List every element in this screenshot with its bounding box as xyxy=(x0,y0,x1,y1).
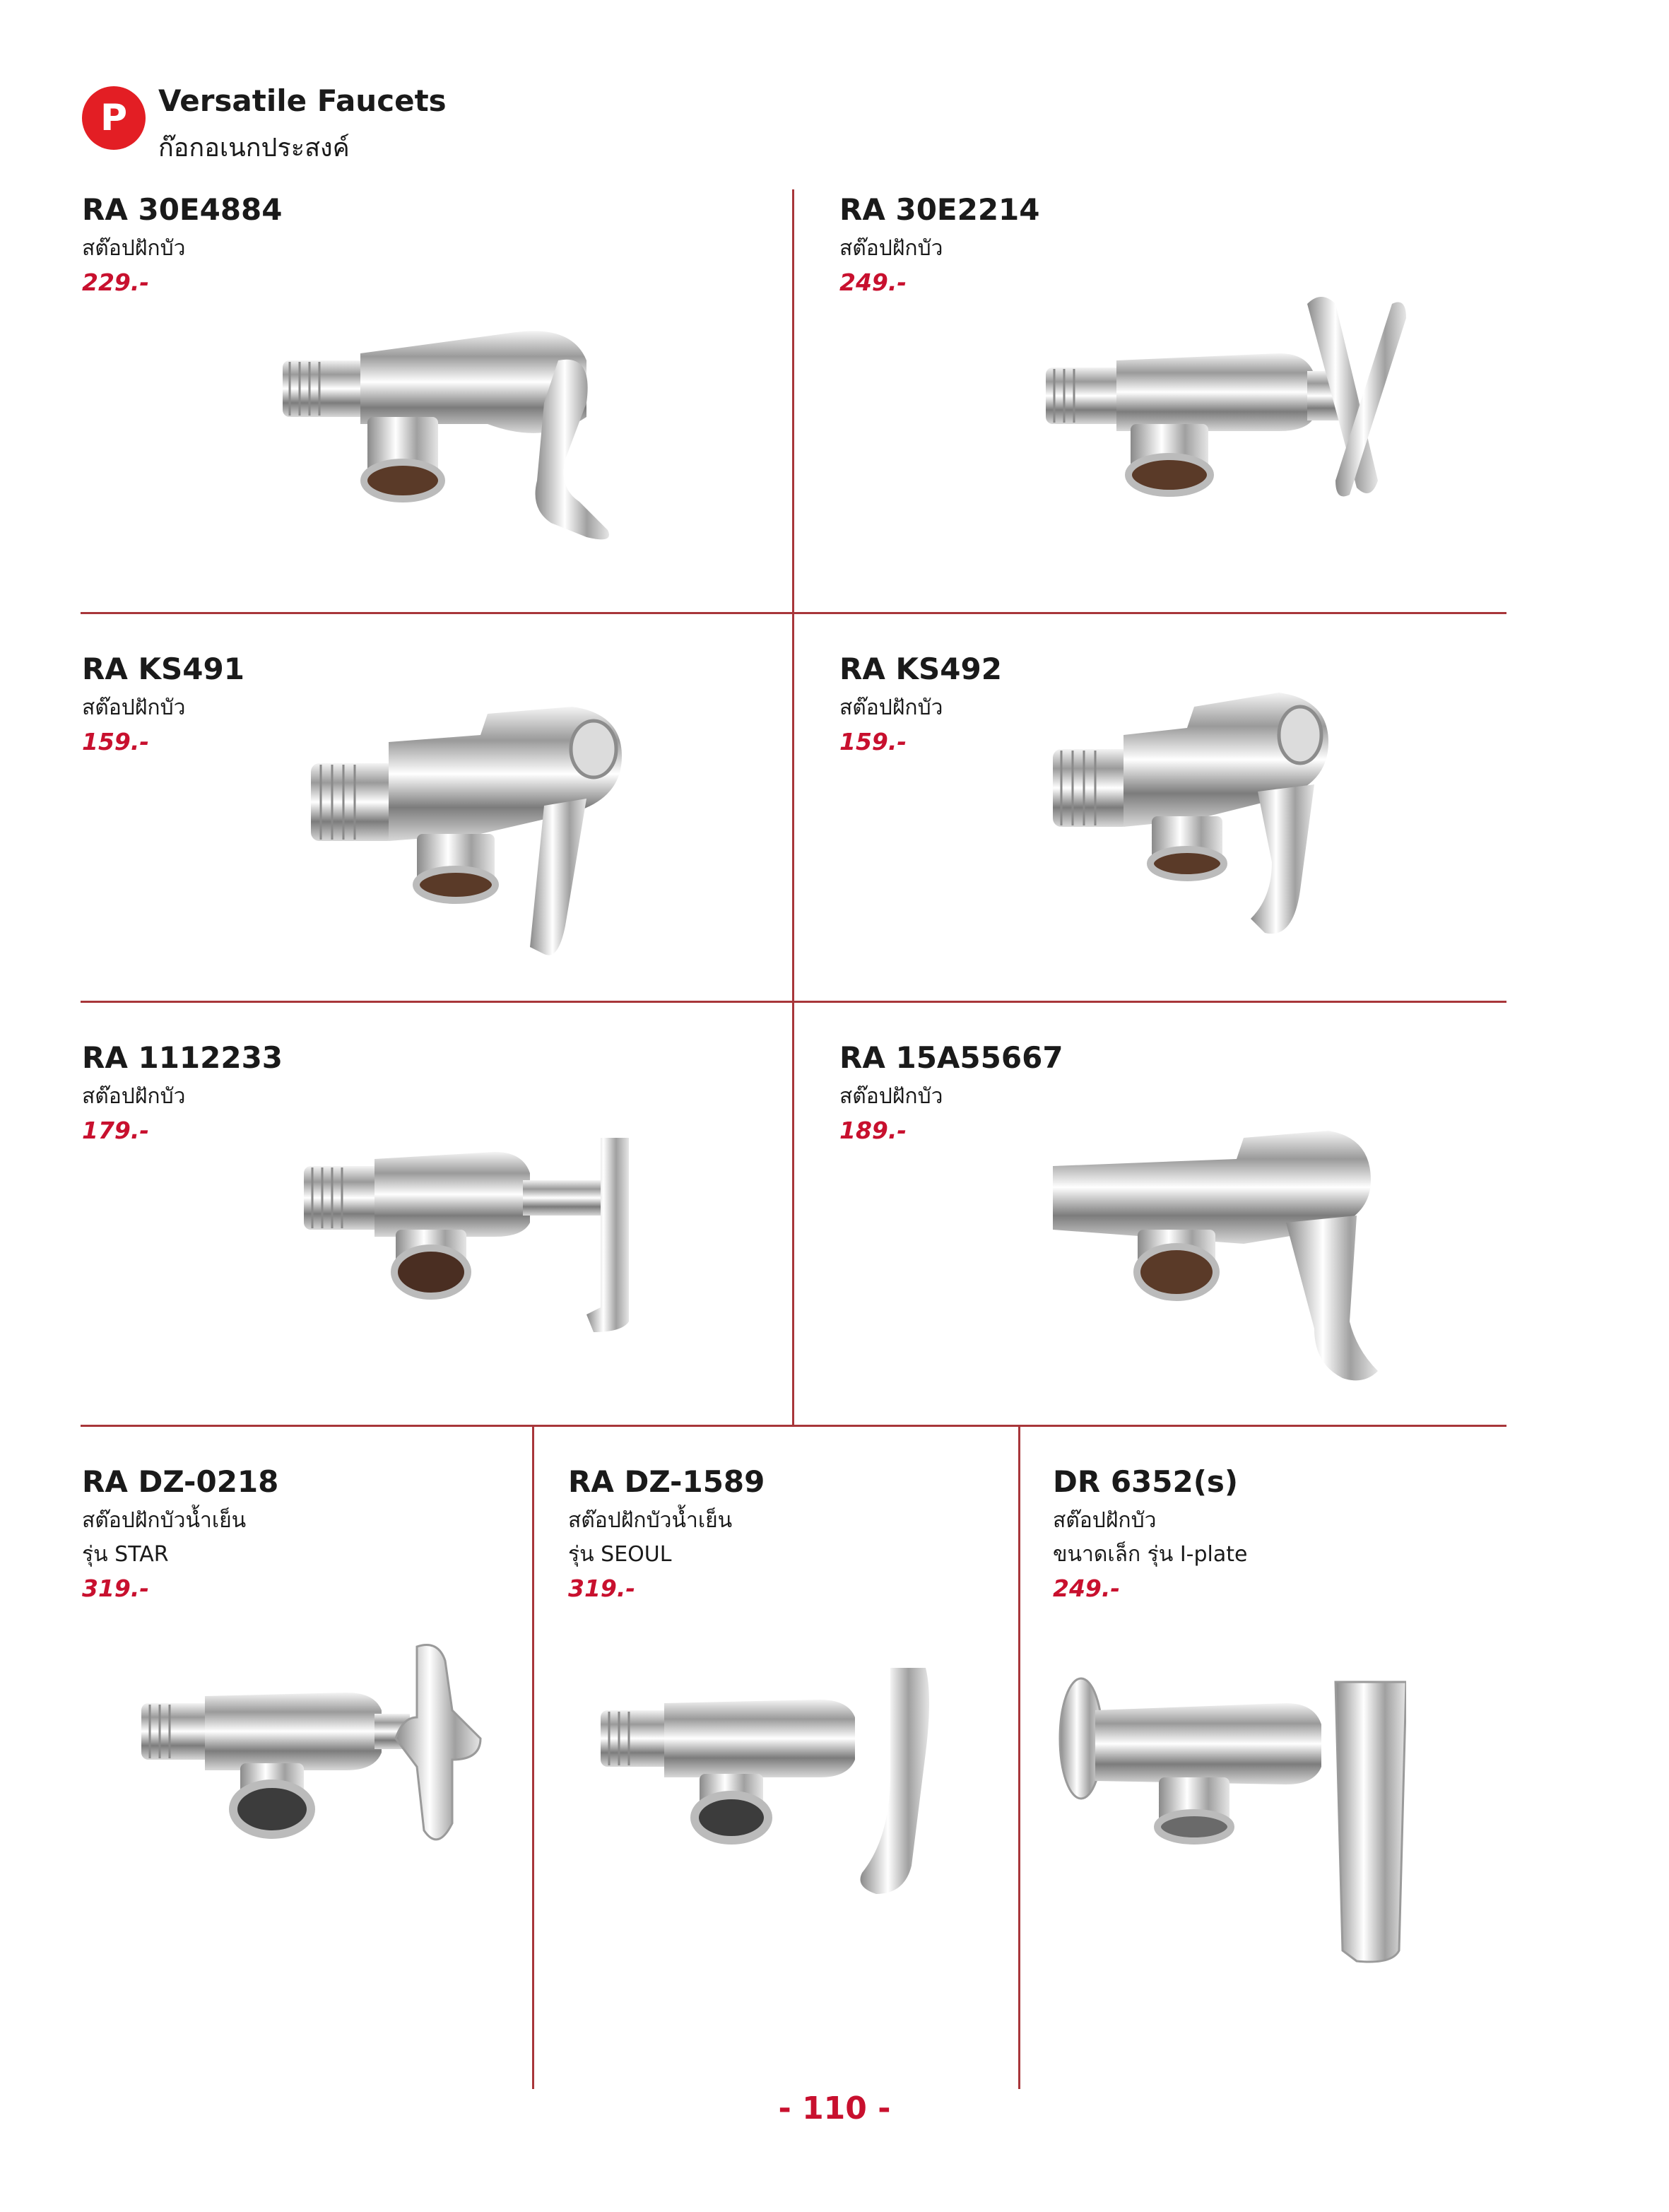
product-price: 249.- xyxy=(1053,1575,1121,1602)
page-number: - 110 - xyxy=(778,2090,891,2126)
stop-valve-t-handle-icon xyxy=(297,1131,664,1336)
product-price: 249.- xyxy=(839,269,907,296)
divider-horizontal-1 xyxy=(81,612,1506,614)
stop-valve-plate-icon xyxy=(1053,1668,1406,1965)
product-card xyxy=(82,1464,278,1606)
product-card xyxy=(82,652,244,759)
product-variant: รุ่น STAR xyxy=(82,1542,169,1567)
product-description: สต๊อปฝักบัว xyxy=(82,695,186,720)
section-title: Versatile Faucets xyxy=(158,83,447,118)
stop-valve-star-icon xyxy=(134,1640,488,1887)
product-price: 179.- xyxy=(82,1117,150,1144)
product-description: สต๊อปฝักบัว xyxy=(839,236,943,261)
divider-vertical-bottom-left xyxy=(532,1425,534,2089)
product-variant: ขนาดเล็ก รุ่น I-plate xyxy=(1053,1542,1248,1567)
product-description: สต๊อปฝักบัว xyxy=(82,236,186,261)
stop-valve-lever-icon xyxy=(304,700,643,968)
stop-valve-lever-icon xyxy=(594,1668,947,1908)
product-card xyxy=(839,652,1002,759)
product-price: 319.- xyxy=(568,1575,636,1602)
stop-valve-lever-icon xyxy=(276,311,643,580)
product-model: RA KS491 xyxy=(82,652,244,686)
product-price: 189.- xyxy=(839,1117,907,1144)
product-description: สต๊อปฝักบัว xyxy=(839,695,943,720)
divider-horizontal-2 xyxy=(81,1001,1506,1003)
product-model: RA 1112233 xyxy=(82,1040,283,1075)
product-card xyxy=(82,1040,283,1148)
product-description: สต๊อปฝักบัว xyxy=(1053,1508,1157,1533)
product-model: RA 30E2214 xyxy=(839,192,1040,227)
product-card xyxy=(568,1464,765,1606)
section-badge: P xyxy=(82,86,146,150)
product-description: สต๊อปฝักบัวน้ำเย็น xyxy=(568,1508,733,1533)
section-subtitle: ก๊อกอเนกประสงค์ xyxy=(158,134,350,163)
product-card xyxy=(1053,1464,1248,1606)
product-description: สต๊อปฝักบัวน้ำเย็น xyxy=(82,1508,247,1533)
product-price: 159.- xyxy=(839,728,907,755)
product-model: RA 30E4884 xyxy=(82,192,283,227)
product-card xyxy=(839,192,1040,300)
product-model: DR 6352(s) xyxy=(1053,1464,1239,1499)
product-variant: รุ่น SEOUL xyxy=(568,1542,672,1567)
stop-valve-lever-icon xyxy=(1046,1124,1399,1385)
product-model: RA KS492 xyxy=(839,652,1002,686)
product-price: 319.- xyxy=(82,1575,150,1602)
divider-vertical-bottom-right xyxy=(1018,1425,1020,2089)
divider-horizontal-3 xyxy=(81,1425,1506,1427)
product-model: RA DZ-0218 xyxy=(82,1464,279,1499)
divider-vertical-top xyxy=(792,189,794,1425)
product-price: 229.- xyxy=(82,269,150,296)
product-card xyxy=(839,1040,1063,1148)
product-model: RA DZ-1589 xyxy=(568,1464,765,1499)
stop-valve-lever-icon xyxy=(1046,678,1343,947)
product-description: สต๊อปฝักบัว xyxy=(82,1084,186,1109)
stop-valve-cross-icon xyxy=(1039,290,1413,502)
product-price: 159.- xyxy=(82,728,150,755)
product-card xyxy=(82,192,283,300)
product-model: RA 15A55667 xyxy=(839,1040,1063,1075)
product-description: สต๊อปฝักบัว xyxy=(839,1084,943,1109)
